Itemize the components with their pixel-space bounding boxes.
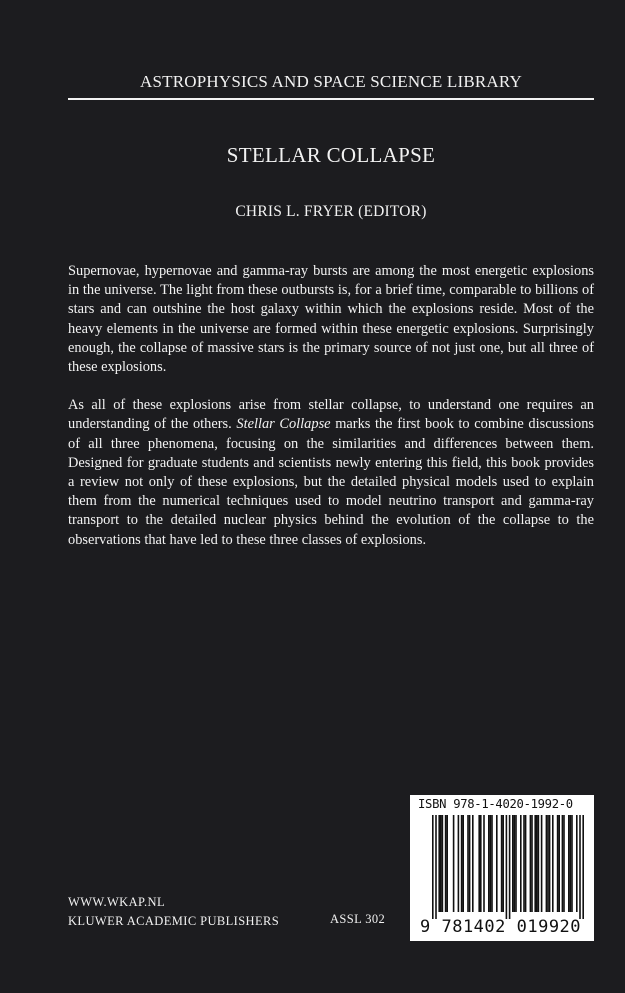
header-rule <box>68 98 594 100</box>
barcode-bar <box>568 815 570 912</box>
barcode-bar <box>438 815 440 912</box>
barcode-bar <box>490 815 492 912</box>
isbn-label: ISBN 978-1-4020-1992-0 <box>418 797 573 811</box>
barcode-bar <box>501 815 503 912</box>
barcode-bar <box>530 815 532 912</box>
barcode-bar <box>579 815 581 919</box>
barcode-bar <box>576 815 578 912</box>
book-title: STELLAR COLLAPSE <box>226 143 436 167</box>
barcode-bar <box>483 815 485 912</box>
barcode-bar <box>467 815 469 912</box>
barcode-bar <box>570 815 572 912</box>
series-title: ASTROPHYSICS AND SPACE SCIENCE LIBRARY <box>139 72 522 91</box>
series-number: ASSL 302 <box>330 912 386 926</box>
barcode-bar <box>563 815 565 912</box>
barcode-bar <box>547 815 549 912</box>
barcode-bar <box>442 815 444 912</box>
barcode-bar <box>502 815 504 912</box>
blurb-paragraph-2-end: marks the first book to combine discussions of all three phenomena, focusing on the similarities and differences between them. Designed for graduate students and scientists newly entering this field, this book provides a review not only of these explosions, but the detailed physical models used to explain them from the numerical techniques used to model neutrino transport and gamma-ray transport to the detailed nuclear physics behind the evolution of the collapse to the observations that have led to these three classes of explosions. <box>68 416 594 548</box>
barcode-bar <box>549 815 551 912</box>
barcode-bar <box>562 815 564 912</box>
barcode-bar <box>446 815 448 912</box>
barcode-bar <box>512 815 514 912</box>
publisher-website: WWW.WKAP.NL <box>68 895 165 909</box>
blurb <box>68 262 594 569</box>
book-author: CHRIS L. FRYER (EDITOR) <box>235 203 427 220</box>
isbn-digits: 9 781402 019920 <box>420 917 582 937</box>
barcode-bar <box>557 815 559 912</box>
barcode-bar <box>478 815 480 912</box>
barcode-bar <box>453 815 455 912</box>
barcode-bar <box>496 815 498 912</box>
publisher-name: KLUWER ACADEMIC PUBLISHERS <box>68 914 280 928</box>
barcode-bar <box>514 815 516 912</box>
barcode-bar <box>531 815 533 912</box>
barcode-bar <box>435 815 437 919</box>
blurb-paragraph-2 <box>68 396 594 550</box>
publisher-block <box>68 893 279 931</box>
barcode-bar <box>506 815 508 919</box>
barcode-bar <box>558 815 560 912</box>
barcode-bar <box>552 815 554 912</box>
barcode-bar <box>523 815 525 912</box>
barcode-bar <box>582 815 584 919</box>
barcode-bar <box>571 815 573 912</box>
barcode-bar <box>525 815 527 912</box>
barcode-bar <box>458 815 460 912</box>
barcode-bar <box>536 815 538 912</box>
barcode-bar <box>469 815 471 912</box>
barcode-bar <box>538 815 540 912</box>
blurb-paragraph-1: Supernovae, hypernovae and gamma-ray bursts are among the most energetic explosions in the universe. The light from these outbursts is, for a brief time, comparable to billions of stars and can outshine the host galaxy within which the explosions reside. Most of the heavy elements in the universe are formed within these energetic explosions. Surprisingly enough, the collapse of massive stars is the primary source of not just one, but all three of these explosions. <box>68 263 594 376</box>
barcode-bar <box>515 815 517 912</box>
barcode-bar <box>491 815 493 912</box>
blurb-italic-title: Stellar Collapse <box>236 416 331 433</box>
barcode-bar <box>472 815 474 912</box>
barcode-bar <box>480 815 482 912</box>
blurb-paragraph-2-start: As all of these explosions arise from stellar collapse, to understand one requires an understanding of the others. <box>68 397 594 433</box>
barcode-bar <box>462 815 464 912</box>
barcode-bar <box>546 815 548 912</box>
barcode-bar <box>509 815 511 919</box>
isbn-barcode <box>410 795 594 941</box>
barcode-bar <box>488 815 490 912</box>
barcode-bar <box>520 815 522 912</box>
barcode-bar <box>541 815 543 912</box>
barcode-bar <box>461 815 463 912</box>
barcode-bar <box>432 815 434 919</box>
barcode-bar <box>534 815 536 912</box>
barcode-bar <box>440 815 442 912</box>
barcode-bar <box>445 815 447 912</box>
